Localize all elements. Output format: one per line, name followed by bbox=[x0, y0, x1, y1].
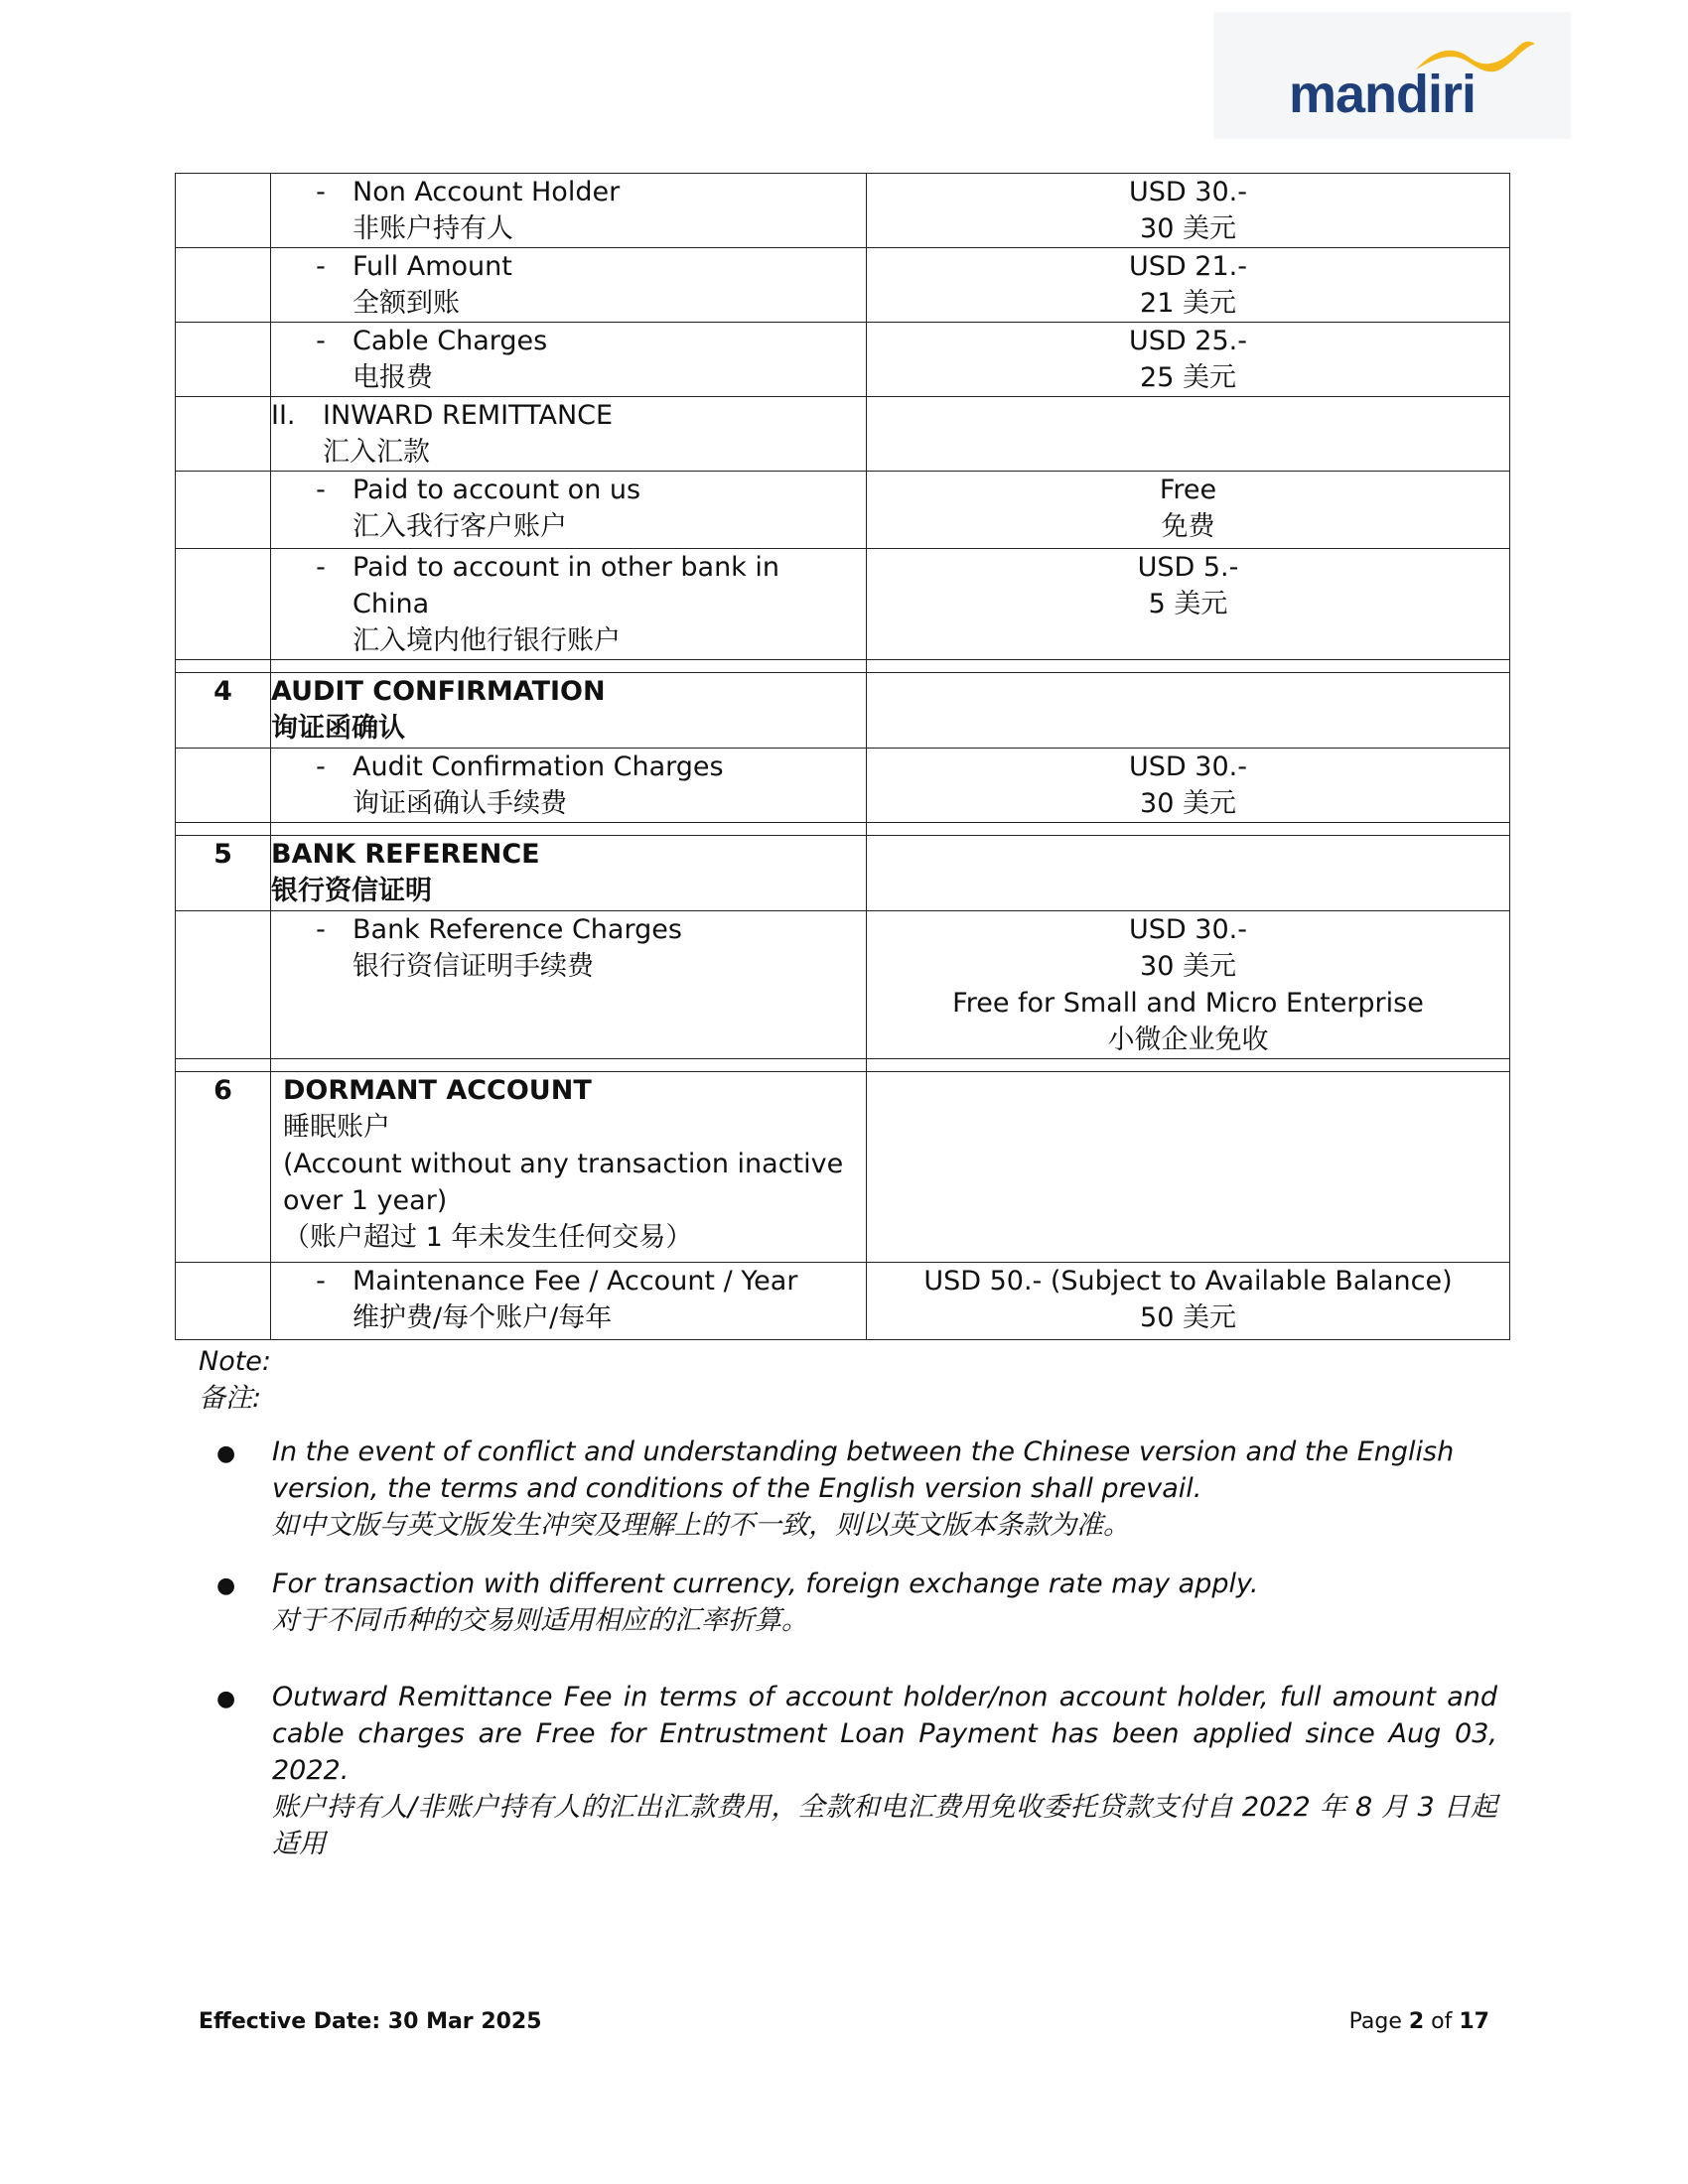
item-label-zh: 全额到账 bbox=[352, 288, 460, 319]
note-text-en: In the event of conflict and understanding between the Chinese version and the English version, the terms and conditions of the English version shall prevail. bbox=[272, 1436, 1455, 1504]
section-header-row bbox=[176, 1072, 1510, 1263]
table-spacer-row bbox=[176, 823, 1510, 836]
item-label-en: Maintenance Fee / Account / Year bbox=[352, 1266, 798, 1297]
dash: - bbox=[316, 326, 326, 356]
item-label-en: Non Account Holder bbox=[352, 177, 621, 207]
logo-text: mandiri bbox=[1289, 65, 1477, 124]
table-row bbox=[176, 911, 1510, 1059]
item-label-zh: 询证函确认手续费 bbox=[352, 788, 567, 819]
amount-zh: 25 美元 bbox=[1140, 362, 1236, 393]
section-number: 4 bbox=[176, 673, 271, 749]
table-row bbox=[176, 174, 1510, 248]
fee-table bbox=[175, 173, 1510, 1340]
table-row bbox=[176, 323, 1510, 397]
amount-zh: 30 美元 bbox=[1140, 213, 1236, 244]
amount-en: USD 50.- (Subject to Available Balance) bbox=[923, 1266, 1453, 1297]
section-title-zh: 询证函确认 bbox=[271, 713, 405, 744]
table-row bbox=[176, 248, 1510, 323]
amount-zh: 5 美元 bbox=[1148, 589, 1228, 619]
note-heading bbox=[199, 1343, 271, 1417]
page-of: of bbox=[1424, 2009, 1460, 2034]
note-text-zh: 如中文版与英文版发生冲突及理解上的不一致，则以英文版本条款为准。 bbox=[272, 1510, 1130, 1541]
dash: - bbox=[316, 1266, 326, 1297]
amount-en: USD 25.- bbox=[1129, 326, 1247, 356]
section-title-en: BANK REFERENCE bbox=[271, 839, 540, 870]
subsection-title-zh: 汇入汇款 bbox=[323, 437, 430, 468]
item-label-zh: 非账户持有人 bbox=[352, 213, 513, 244]
note-text-zh: 账户持有人/非账户持有人的汇出汇款费用，全款和电汇费用免收委托贷款支付自 2022 年 8 月 3 日起适用 bbox=[272, 1792, 1497, 1859]
page-number bbox=[1349, 2009, 1489, 2034]
dash: - bbox=[316, 177, 326, 207]
dash: - bbox=[316, 552, 326, 583]
table-row bbox=[176, 549, 1510, 660]
item-label-zh: 汇入境内他行银行账户 bbox=[352, 625, 621, 656]
table-spacer-row bbox=[176, 1059, 1510, 1072]
amount-en: USD 30.- bbox=[1129, 914, 1247, 945]
dash: - bbox=[316, 914, 326, 945]
item-label-en: Full Amount bbox=[352, 251, 512, 282]
section-title-en: DORMANT ACCOUNT bbox=[283, 1075, 592, 1106]
amount-note-en: Free for Small and Micro Enterprise bbox=[952, 988, 1424, 1019]
table-row bbox=[176, 397, 1510, 472]
table-row bbox=[176, 1263, 1510, 1340]
list-item bbox=[216, 1566, 1497, 1639]
section-title-zh: 银行资信证明 bbox=[271, 876, 432, 906]
amount-zh: 30 美元 bbox=[1140, 951, 1236, 982]
section-header-row bbox=[176, 836, 1510, 911]
item-label-en: Paid to account on us bbox=[352, 475, 641, 505]
item-label-en: Audit Confirmation Charges bbox=[352, 751, 724, 782]
note-text-zh: 对于不同币种的交易则适用相应的汇率折算。 bbox=[272, 1605, 808, 1636]
list-item bbox=[216, 1433, 1497, 1544]
dash: - bbox=[316, 751, 326, 782]
amount-en: USD 21.- bbox=[1129, 251, 1247, 282]
amount-en: USD 30.- bbox=[1129, 177, 1247, 207]
page-current: 2 bbox=[1408, 2009, 1425, 2034]
item-label-en: Paid to account in other bank in bbox=[352, 552, 780, 583]
note-title-en: Note: bbox=[199, 1346, 272, 1377]
bullet-icon: ● bbox=[216, 1573, 236, 1598]
section-note-en: (Account without any transaction inactive bbox=[283, 1149, 844, 1179]
section-title-zh: 睡眠账户 bbox=[283, 1112, 390, 1143]
effective-date: Effective Date: 30 Mar 2025 bbox=[199, 2009, 542, 2034]
amount-zh: 免费 bbox=[1161, 511, 1215, 542]
amount-en: Free bbox=[1159, 475, 1217, 505]
item-label-zh: 电报费 bbox=[352, 362, 433, 393]
section-note-zh: （账户超过 1 年未发生任何交易） bbox=[283, 1222, 693, 1253]
bullet-icon: ● bbox=[216, 1441, 236, 1466]
roman-numeral: II. bbox=[271, 400, 296, 431]
table-spacer-row bbox=[176, 660, 1510, 673]
subsection-title-en: INWARD REMITTANCE bbox=[323, 400, 614, 431]
item-label-en: Cable Charges bbox=[352, 326, 548, 356]
section-number: 6 bbox=[176, 1072, 271, 1263]
bullet-icon: ● bbox=[216, 1687, 236, 1711]
page-total: 17 bbox=[1459, 2009, 1489, 2034]
item-label-zh: 汇入我行客户账户 bbox=[352, 511, 567, 542]
note-text-en: For transaction with different currency, foreign exchange rate may apply. bbox=[272, 1569, 1259, 1599]
dash: - bbox=[316, 251, 326, 282]
amount-zh: 50 美元 bbox=[1140, 1302, 1236, 1333]
amount-en: USD 5.- bbox=[1137, 552, 1239, 583]
section-number: 5 bbox=[176, 836, 271, 911]
table-row bbox=[176, 472, 1510, 549]
amount-zh: 21 美元 bbox=[1140, 288, 1236, 319]
mandiri-logo bbox=[1213, 12, 1571, 139]
list-item bbox=[216, 1679, 1497, 1862]
amount-en: USD 30.- bbox=[1129, 751, 1247, 782]
note-title-zh: 备注: bbox=[199, 1383, 262, 1414]
section-title-en: AUDIT CONFIRMATION bbox=[271, 676, 606, 707]
amount-zh: 30 美元 bbox=[1140, 788, 1236, 819]
dash: - bbox=[316, 475, 326, 505]
section-header-row bbox=[176, 673, 1510, 749]
item-label-zh: 维护费/每个账户/每年 bbox=[352, 1302, 613, 1333]
note-text-en: Outward Remittance Fee in terms of account holder/non account holder, full amount and cable charges are Free for Entrustment Loan Payment has been applied since Aug 03, 2022. bbox=[272, 1682, 1497, 1786]
item-label-zh: 银行资信证明手续费 bbox=[352, 951, 594, 982]
item-label-en-cont: China bbox=[352, 589, 430, 619]
item-label-en: Bank Reference Charges bbox=[352, 914, 682, 945]
section-note-en-cont: over 1 year) bbox=[283, 1185, 448, 1216]
table-row bbox=[176, 749, 1510, 823]
page-prefix: Page bbox=[1348, 2009, 1409, 2034]
amount-note-zh: 小微企业免收 bbox=[1107, 1024, 1269, 1055]
